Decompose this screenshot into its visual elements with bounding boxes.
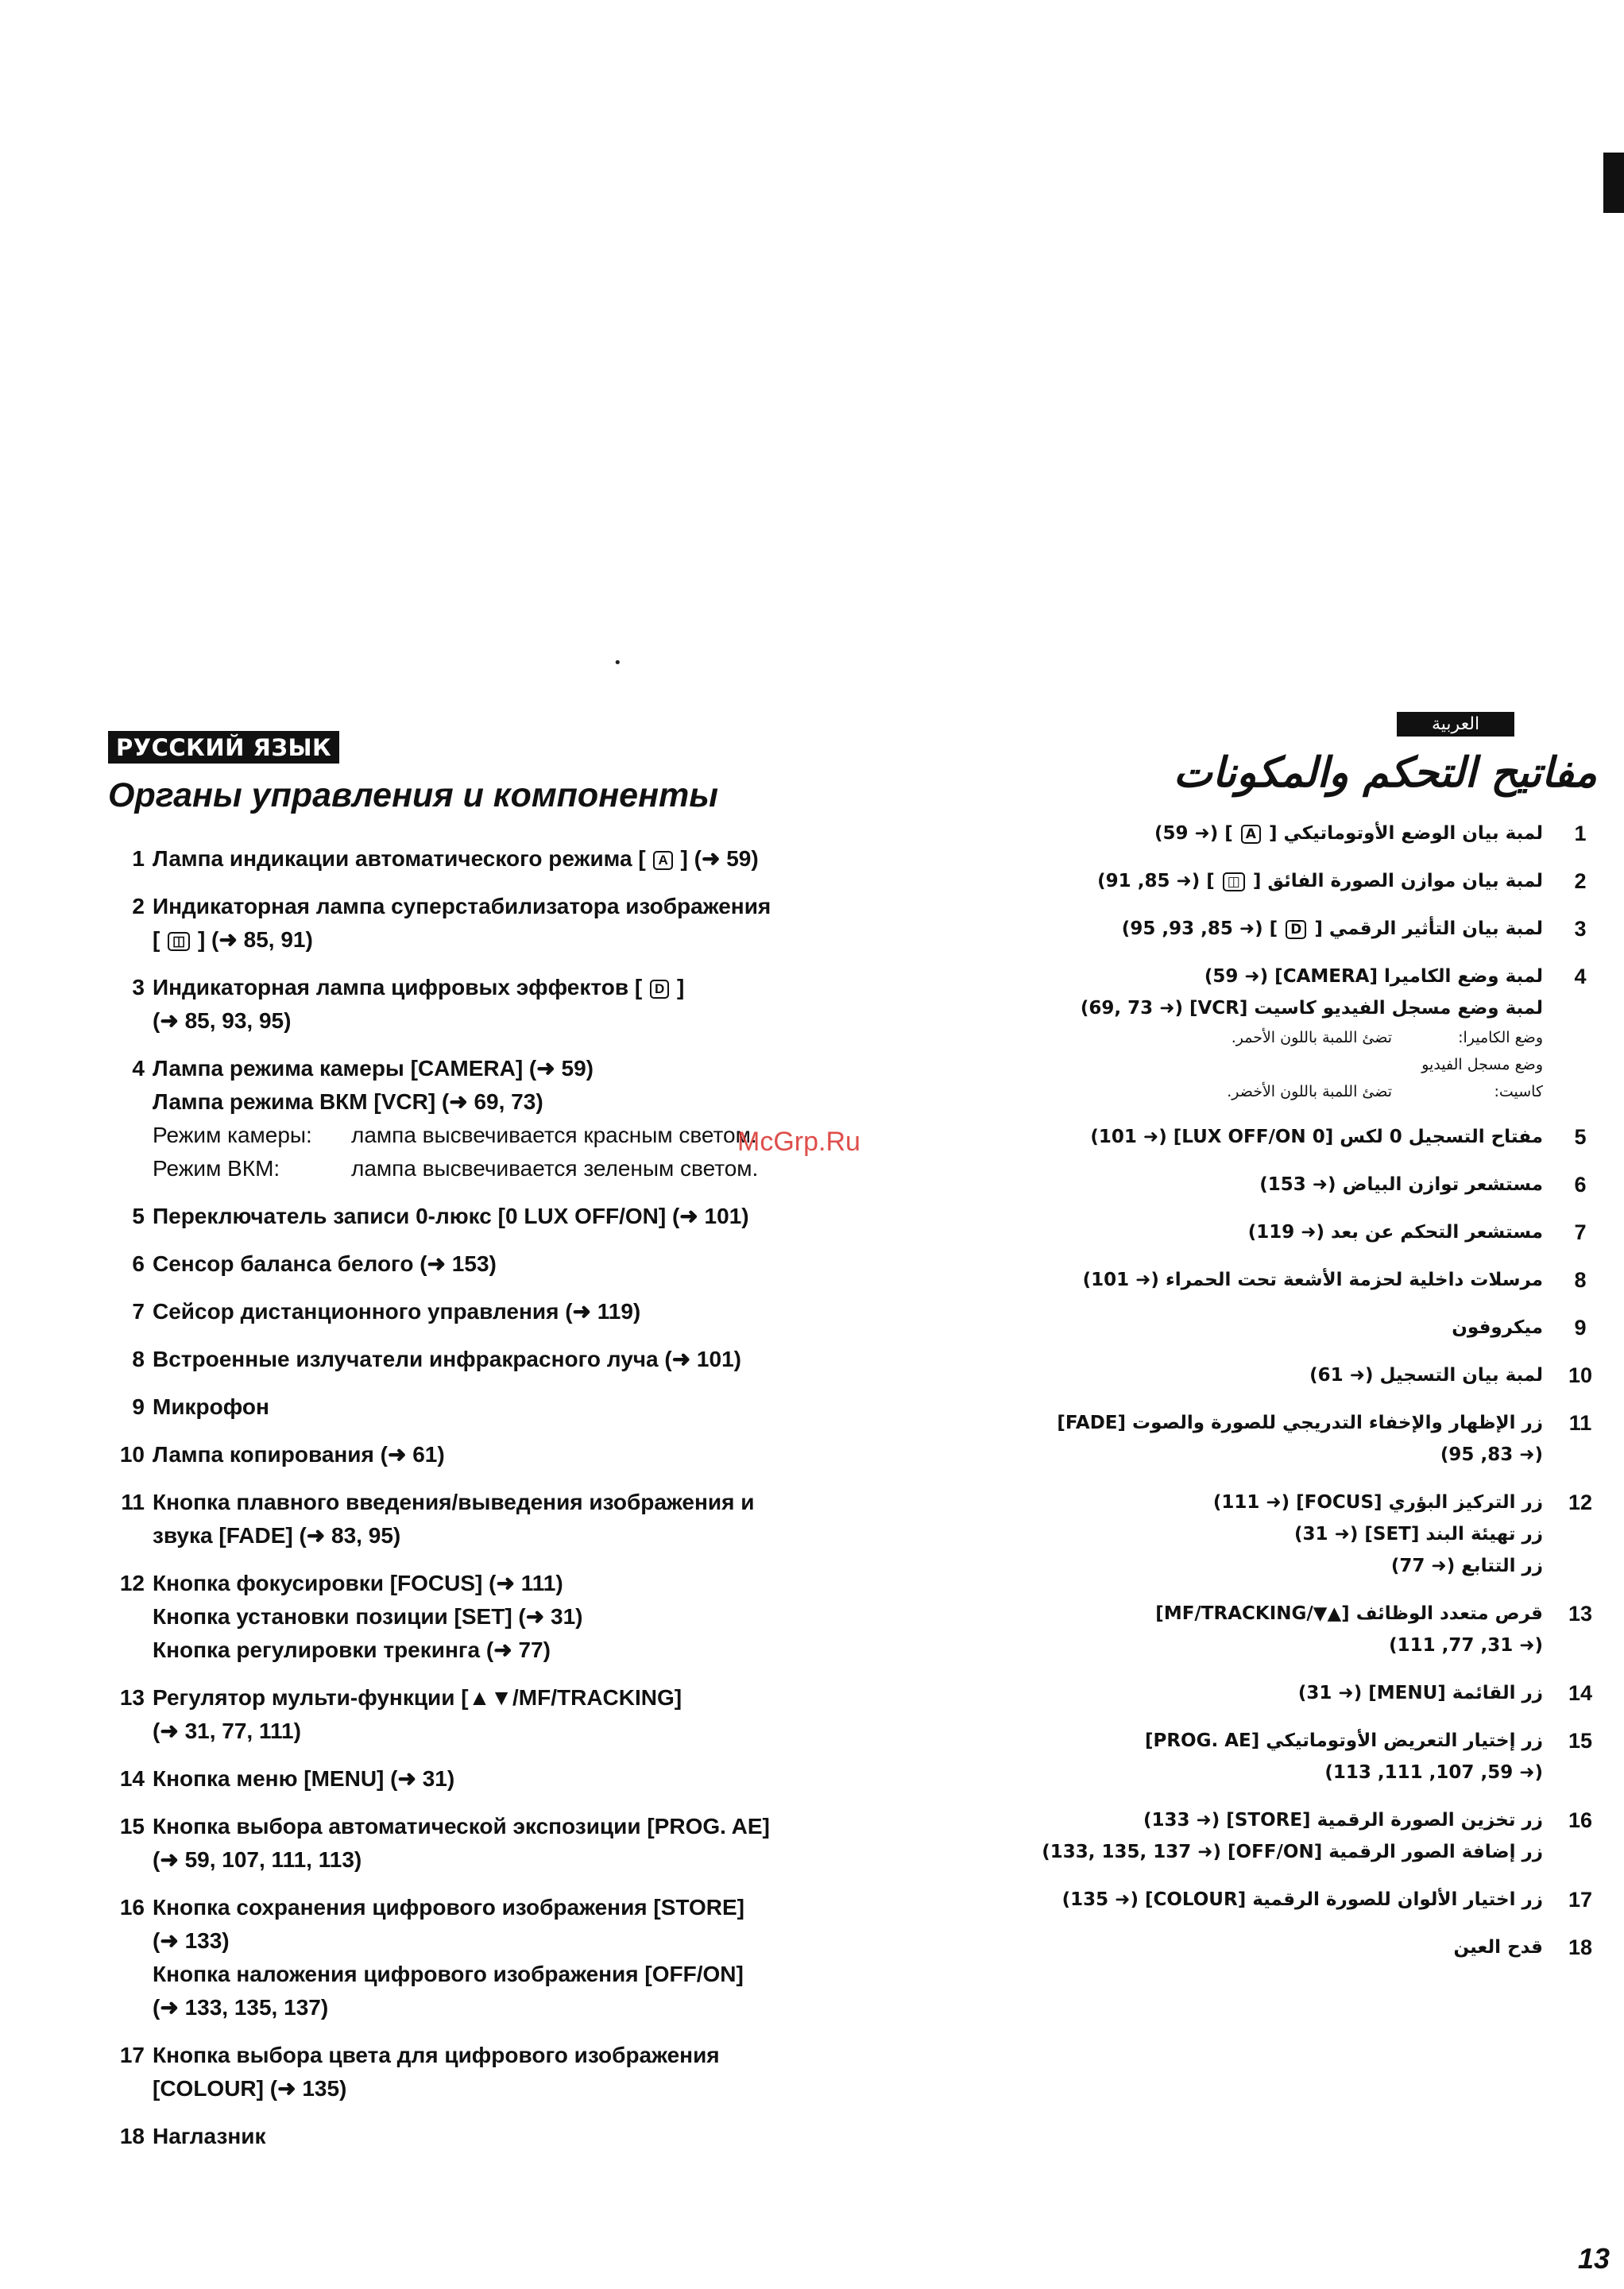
item-line: لمبة بيان موازن الصورة الفائق [ ◫ ] (➜ 85, 91) [1097,871,1543,891]
list-item [108,890,871,957]
list-item [108,1390,871,1424]
list-item [1041,818,1597,849]
item-number: 13 [1568,1602,1593,1626]
item-body [1041,1884,1564,1916]
item-body [153,1052,871,1185]
item-line: Кнопка фокусировки [FOCUS] (➜ 111) [153,1571,563,1595]
item-line: Сейсор дистанционного управления (➜ 119) [153,1299,641,1324]
list-item [108,1810,871,1877]
list-item [108,1438,871,1471]
list-item [1041,1169,1597,1201]
list-item [1041,1884,1597,1916]
item-body [1041,1677,1564,1709]
item-line: Кнопка регулировки трекинга (➜ 77) [153,1637,551,1662]
russian-controls-list [108,842,871,2153]
item-line: (➜ 83, 95) [1440,1444,1543,1465]
item-number: 15 [1568,1729,1593,1753]
item-line: زر اختيار الألوان للصورة الرقمية [COLOUR] (➜ 135) [1061,1889,1543,1910]
russian-section [108,731,871,2167]
item-number: 1 [1574,822,1587,845]
item-note [1041,1051,1543,1105]
list-item [108,1891,871,2024]
item-number: 18 [119,2124,145,2148]
item-line: مفتاح التسجيل 0 لكس [0 LUX OFF/ON] (➜ 101) [1090,1127,1543,1147]
item-line: (➜ 85, 93, 95) [153,1008,292,1033]
item-body [153,1681,871,1748]
item-number: 9 [1574,1316,1587,1340]
item-line: زر إختيار التعريض الأوتوماتيكي [PROG. AE] [1144,1730,1543,1751]
item-line: مرسلات داخلية لحزمة الأشعة تحت الحمراء (➜ 101) [1082,1270,1543,1290]
item-line: [ ◫ ] (➜ 85, 91) [153,927,313,952]
item-number: 12 [1568,1491,1593,1514]
item-body [1041,1487,1564,1582]
item-line: زر تخزين الصورة الرقمية [STORE] (➜ 133) [1143,1810,1543,1831]
item-body [1041,1359,1564,1391]
item-number: 3 [1574,917,1587,941]
arabic-title: مفاتيح التحكم والمكونات [1173,749,1597,797]
item-line: звука [FADE] (➜ 83, 95) [153,1523,401,1548]
item-line: Индикаторная лампа цифровых эффектов [ D ] [153,975,685,1000]
russian-title: Органы управления и компоненты [108,776,719,814]
item-line: ميكروفون [1452,1317,1543,1338]
item-number: 10 [1568,1363,1593,1387]
list-item [108,1295,871,1328]
item-body [1041,1121,1564,1153]
item-body [153,1567,871,1667]
list-item [108,2120,871,2153]
item-line: [COLOUR] (➜ 135) [153,2076,347,2101]
item-line: Лампа режима ВКМ [VCR] (➜ 69, 73) [153,1089,543,1114]
note-label: وضع مسجل الفيديو كاسيت: [1421,1056,1543,1100]
item-line: (➜ 59, 107, 111, 113) [153,1847,362,1872]
item-number: 15 [119,1814,145,1839]
item-line: Лампа копирования (➜ 61) [153,1442,445,1467]
mode-indicator-icon: ◫ [168,932,190,951]
item-line: (➜ 133, 135, 137) [153,1995,329,2020]
note-text: تضئ اللمبة باللون الأخضر. [1227,1083,1392,1100]
item-line: لمبة وضع الكاميرا [CAMERA] (➜ 59) [1204,966,1543,987]
item-line: Регулятор мульти-функции [▲▼/MF/TRACKING] [153,1685,682,1710]
stray-mark: • [613,655,622,671]
item-line: قرص متعدد الوظائف [▲▼/MF/TRACKING] [1155,1603,1543,1624]
item-body [153,2120,871,2153]
item-line: لمبة بيان التأثير الرقمي [ D ] (➜ 85, 93, 95) [1121,918,1543,939]
list-item [1041,1264,1597,1296]
list-item [1041,1931,1597,1963]
note-label: Режим камеры: [153,1123,312,1147]
item-body [1041,913,1564,945]
item-line: Встроенные излучатели инфракрасного луча (➜ 101) [153,1347,741,1371]
list-item [1041,961,1597,1105]
item-line: (➜ 31, 77, 111) [153,1719,301,1743]
item-line: زر الإظهار والإخفاء التدريجي للصورة والصوت [FADE] [1057,1413,1543,1433]
item-number: 11 [121,1490,145,1514]
item-body [1041,1264,1564,1296]
item-line: لمبة بيان الوضع الأوتوماتيكي [ A ] (➜ 59) [1154,823,1543,844]
list-item [1041,865,1597,897]
item-body [153,1390,871,1424]
item-body [1041,1804,1564,1868]
list-item [1041,1598,1597,1661]
list-item [108,2039,871,2105]
item-body [153,1762,871,1796]
item-body [153,1295,871,1328]
item-number: 6 [132,1251,145,1276]
item-number: 4 [132,1056,145,1081]
item-body [1041,1312,1564,1344]
item-body [1041,961,1564,1105]
item-line: زر التركيز البؤري [FOCUS] (➜ 111) [1212,1492,1543,1513]
note-label: Режим ВКМ: [153,1156,280,1181]
russian-language-label: РУССКИЙ ЯЗЫК [108,731,339,764]
list-item [1041,1407,1597,1471]
item-body [1041,818,1564,849]
item-body [153,1200,871,1233]
item-body [153,971,871,1038]
list-item [1041,1312,1597,1344]
item-number: 2 [132,894,145,918]
item-line: Кнопка установки позиции [SET] (➜ 31) [153,1604,583,1629]
list-item [108,1486,871,1552]
item-line: زر إضافة الصور الرقمية [OFF/ON] (➜ 133, 135, 137) [1042,1842,1543,1862]
list-item [1041,1487,1597,1582]
item-number: 1 [132,846,145,871]
item-number: 14 [119,1766,145,1791]
list-item [108,1567,871,1667]
item-number: 13 [119,1685,145,1710]
mode-indicator-icon: D [1286,920,1306,939]
item-body [1041,1931,1564,1963]
item-line: Сенсор баланса белого (➜ 153) [153,1251,497,1276]
mode-indicator-icon: D [650,980,669,999]
item-line: مستشعر التحكم عن بعد (➜ 119) [1247,1222,1543,1243]
item-body [1041,1216,1564,1248]
item-line: Переключатель записи 0-люкс [0 LUX OFF/ON] (➜ 101) [153,1204,749,1228]
list-item [108,1343,871,1376]
item-number: 17 [1568,1888,1593,1912]
item-number: 18 [1568,1935,1593,1959]
item-line: Индикаторная лампа суперстабилизатора изображения [153,894,771,918]
item-number: 7 [1574,1220,1587,1244]
note-text: تضئ اللمبة باللون الأحمر. [1231,1029,1392,1046]
item-number: 12 [119,1571,145,1595]
item-line: Наглазник [153,2124,266,2148]
list-item [1041,913,1597,945]
item-body [153,2039,871,2105]
item-number: 7 [132,1299,145,1324]
item-line: Кнопка сохранения цифрового изображения [STORE] [153,1895,744,1920]
item-body [1041,1598,1564,1661]
item-number: 5 [1574,1125,1587,1149]
item-number: 9 [132,1394,145,1419]
item-line: Кнопка меню [MENU] (➜ 31) [153,1766,455,1791]
item-body [153,1247,871,1281]
list-item [1041,1804,1597,1868]
list-item [108,1052,871,1185]
item-line: Кнопка наложения цифрового изображения [OFF/ON] [153,1962,744,1986]
item-number: 8 [1574,1268,1587,1292]
item-number: 14 [1568,1681,1593,1705]
list-item [108,971,871,1038]
item-number: 11 [1568,1411,1592,1435]
item-number: 5 [132,1204,145,1228]
item-line: زر القائمة [MENU] (➜ 31) [1297,1683,1543,1703]
list-item [108,1247,871,1281]
item-line: Кнопка выбора цвета для цифрового изображения [153,2043,720,2067]
item-number: 6 [1574,1173,1587,1197]
item-body [1041,1407,1564,1471]
item-body [153,1810,871,1877]
item-number: 10 [119,1442,145,1467]
list-item [1041,1359,1597,1391]
list-item [1041,1725,1597,1788]
item-number: 3 [132,975,145,1000]
item-line: (➜ 133) [153,1928,230,1953]
item-body [153,1438,871,1471]
arabic-language-label: العربية [1397,712,1514,737]
item-line: لمبة بيان التسجيل (➜ 61) [1309,1365,1543,1386]
item-number: 16 [1568,1808,1593,1832]
item-body [153,842,871,876]
item-body [1041,865,1564,897]
item-line: Лампа режима камеры [CAMERA] (➜ 59) [153,1056,594,1081]
item-note [1041,1024,1543,1051]
item-body [1041,1169,1564,1201]
item-number: 8 [132,1347,145,1371]
arabic-controls-list [1041,818,1597,1963]
item-body [153,890,871,957]
item-line: Кнопка выбора автоматической экспозиции [PROG. AE] [153,1814,770,1839]
arabic-section [1041,712,1597,1979]
list-item [108,1200,871,1233]
item-line: قدح العين [1453,1937,1543,1958]
item-line: Микрофон [153,1394,269,1419]
item-body [1041,1725,1564,1788]
mode-indicator-icon: A [1241,825,1261,844]
item-line: (➜ 59, 107, 111, 113) [1324,1762,1543,1783]
note-text: лампа высвечивается красным светом. [351,1123,757,1147]
list-item [108,1762,871,1796]
item-line: مستشعر توازن البياض (➜ 153) [1259,1174,1543,1195]
item-number: 17 [119,2043,145,2067]
item-body [153,1486,871,1552]
item-line: لمبة وضع مسجل الفيديو كاسيت [VCR] (➜ 69, 73) [1080,998,1543,1019]
watermark: McGrp.Ru [737,1127,860,1157]
item-number: 16 [119,1895,145,1920]
item-line: زر تهيئة البند [SET] (➜ 31) [1294,1524,1543,1545]
list-item [1041,1216,1597,1248]
list-item [108,842,871,876]
list-item [108,1681,871,1748]
page-number: 13 [1578,2242,1610,2275]
mode-indicator-icon: ◫ [1223,872,1245,891]
section-edge-tab [1603,153,1624,213]
item-line: Кнопка плавного введения/выведения изображения и [153,1490,755,1514]
item-line: (➜ 31, 77, 111) [1389,1635,1543,1656]
note-text: лампа высвечивается зеленым светом. [351,1156,759,1181]
item-number: 2 [1574,869,1587,893]
item-number: 4 [1574,965,1587,988]
list-item [1041,1121,1597,1153]
item-line: Лампа индикации автоматического режима [ A ] (➜ 59) [153,846,759,871]
item-line: زر التتابع (➜ 77) [1390,1556,1543,1576]
item-body [153,1891,871,2024]
list-item [1041,1677,1597,1709]
item-body [153,1343,871,1376]
note-label: وضع الكاميرا: [1458,1029,1543,1046]
mode-indicator-icon: A [653,851,672,870]
